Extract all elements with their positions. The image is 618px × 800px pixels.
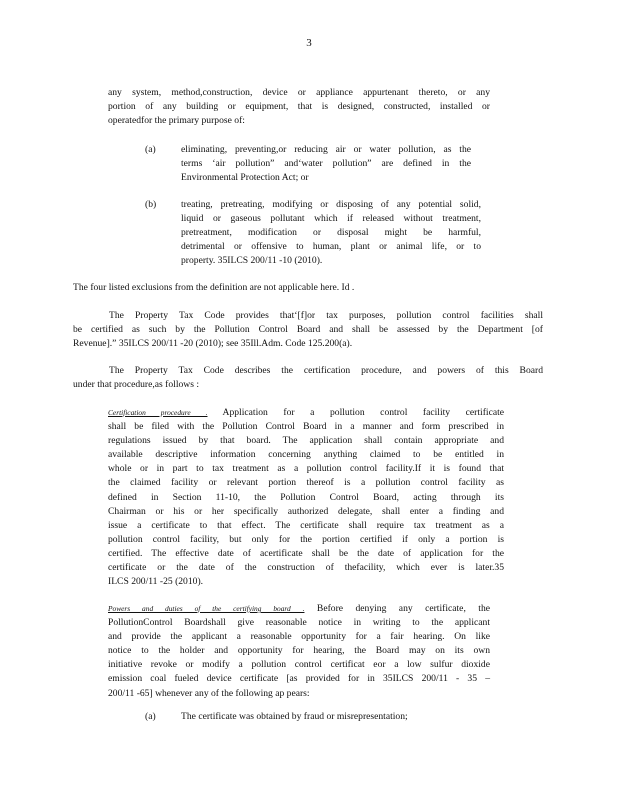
item-line: treating, pretreating, modifying or disposing of any potential solid, [181, 199, 481, 210]
item-line: Environmental Protection Act; or [181, 172, 309, 184]
quote-first-line [108, 406, 504, 420]
quote-powers-and-duties [108, 602, 490, 701]
quote-line: 200/11 -65] whenever any of the following ap pears: [108, 687, 310, 699]
item-b-text [181, 198, 481, 268]
quote-heading: Certification procedure . [108, 408, 208, 417]
paragraph-certification-procedure [73, 364, 543, 392]
quote-line: initiative revoke or modify a pollution control certificat eor a low sulfur dioxide [108, 659, 490, 671]
paragraph-line: The Property Tax Code describes the certification procedure, and powers of this Board [109, 365, 543, 376]
quote-heading: Powers and duties of the certifying board . [108, 604, 305, 613]
page-number: 3 [306, 37, 312, 49]
quote-line: PollutionControl Boardshall give reasonable notice in writing to the applicant [108, 617, 490, 629]
paragraph-exclusions [73, 281, 543, 295]
quote-line: available descriptive information concerning anything claimed to be entitled in [108, 449, 504, 461]
quote-line-rest: Application for a pollution control facility certificate [222, 407, 505, 418]
quote-line: regulations issued by that board. The application shall contain appropriate and [108, 435, 504, 447]
quote-line: ILCS 200/11 -25 (2010). [108, 576, 204, 588]
item-line: terms ‘air pollution” and‘water pollution” are defined in the [181, 158, 471, 170]
item-a-label: (a) [145, 144, 156, 155]
quote-line: and provide the applicant a reasonable opportunity for a fair hearing. On like [108, 631, 490, 643]
quote-line: emission coal fueled device certificate [as provided for in 35ILCS 200/11 - 35 – [108, 673, 490, 685]
item-line: property. 35ILCS 200/11 -10 (2010). [181, 255, 323, 267]
item-line: The certificate was obtained by fraud or misrepresentation; [181, 711, 408, 722]
item-b-label: (b) [145, 199, 157, 210]
paragraph-line: Revenue].” 35ILCS 200/11 -20 (2010); see 35Ill.Adm. Code 125.200(a). [73, 338, 353, 350]
item-line: eliminating, preventing,or reducing air or water pollution, as the [181, 144, 471, 155]
quote-first-line [108, 602, 490, 616]
quote-line: defined in Section 11-10, the Pollution Control Board, acting through its [108, 491, 504, 503]
item-line: pretreatment, modification or disposal might be harmful, [181, 227, 481, 239]
paragraph-line: The Property Tax Code provides that‘[f]or tax purposes, pollution control facilities shall [109, 310, 543, 321]
quote-line: issue a certificate to that effect. The certificate shall require tax treatment as a [108, 519, 504, 531]
quote-definition [108, 86, 490, 128]
paragraph-line: under that procedure,as follows : [73, 379, 200, 391]
quote-line: operatedfor the primary purpose of: [108, 115, 245, 127]
paragraph-line: be certified as such by the Pollution Control Board and shall be assessed by the Department [of [73, 324, 543, 336]
item-a-text [181, 143, 471, 185]
quote-line: Chairman or his or her specifically authorized delegate, shall enter a finding and [108, 505, 504, 517]
paragraph-property-tax-code [73, 309, 543, 351]
item-a2-text [181, 710, 481, 724]
item-line: liquid or gaseous pollutant which if released without treatment, [181, 213, 481, 225]
item-line: detrimental or offensive to human, plant or animal life, or to [181, 241, 481, 253]
quote-line: certified. The effective date of acertificate shall be the date of application for the [108, 547, 504, 559]
quote-certification-procedure [108, 406, 504, 589]
quote-line: shall be filed with the Pollution Control Board in a manner and form prescribed in [108, 421, 504, 433]
quote-line-rest: Before denying any certificate, the [316, 603, 490, 614]
quote-line: pollution control facility, but only for the portion certified if only a portion is [108, 533, 504, 545]
quote-line: any system, method,construction, device or appliance appurtenant thereto, or any [108, 87, 490, 98]
quote-line: whole or in part to tax treatment as a pollution control facility.If it is found that [108, 463, 504, 475]
quote-line: notice to the holder and opportunity for hearing, the Board may on its own [108, 645, 490, 657]
quote-line: portion of any building or equipment, that is designed, constructed, installed or [108, 101, 490, 113]
quote-line: the claimed facility or relevant portion thereof is a pollution control facility as [108, 477, 504, 489]
item-a2-label: (a) [145, 711, 156, 722]
quote-line: certificate or the date of the construction of thefacility, which ever is later.35 [108, 562, 504, 574]
paragraph-line: The four listed exclusions from the definition are not applicable here. Id . [73, 282, 355, 293]
